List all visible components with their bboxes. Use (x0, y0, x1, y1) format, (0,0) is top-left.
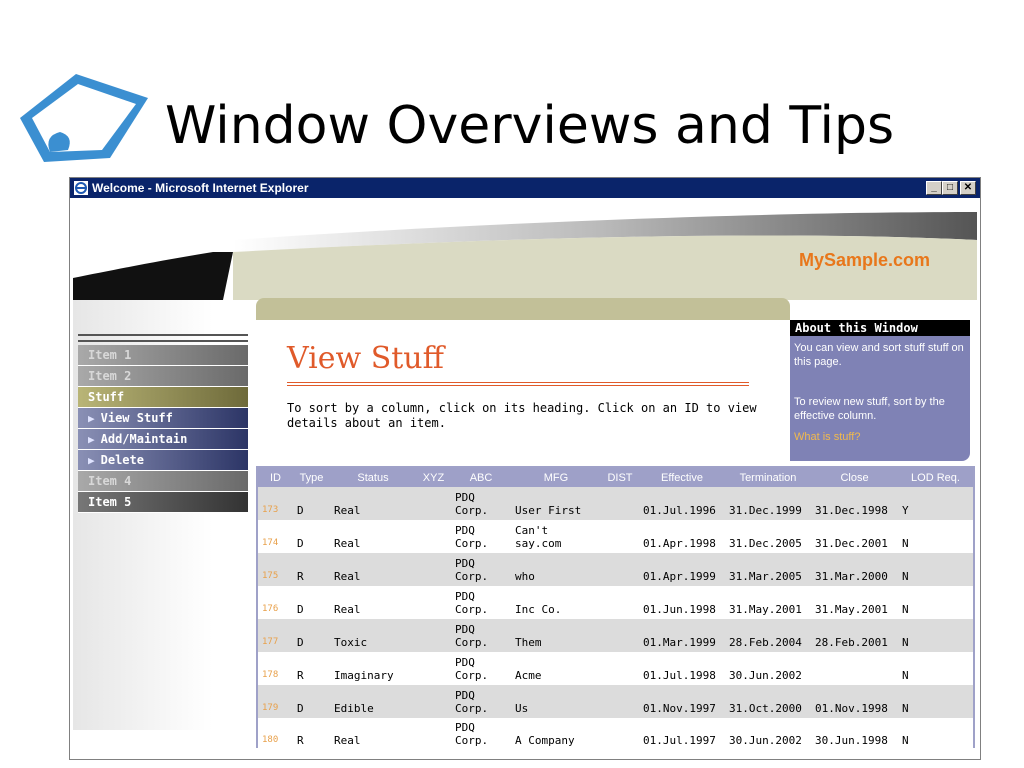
xyz-cell (416, 586, 451, 619)
item-id-link[interactable]: 175 (262, 571, 279, 581)
id-cell (257, 487, 293, 520)
item-id-link[interactable]: 177 (262, 637, 279, 647)
mfg-cell: A Company (511, 718, 601, 751)
id-cell (257, 553, 293, 586)
dist-cell (601, 685, 639, 718)
xyz-cell (416, 718, 451, 751)
id-cell (257, 685, 293, 718)
table-row (257, 619, 974, 652)
mfg-cell: who (511, 553, 601, 586)
effective-cell: 01.Mar.1999 (639, 619, 725, 652)
sidebar-divider (78, 334, 248, 336)
lod-req-cell: N (898, 685, 974, 718)
effective-cell: 01.Jun.1998 (639, 586, 725, 619)
id-cell (257, 718, 293, 751)
type-cell: D (293, 586, 330, 619)
close-cell: 31.Mar.2000 (811, 553, 898, 586)
about-panel-title: About this Window (790, 320, 970, 336)
abc-cell: PDQ Corp. (451, 553, 511, 586)
column-header-dist[interactable]: DIST (601, 467, 639, 487)
close-cell: 31.Dec.2001 (811, 520, 898, 553)
dist-cell (601, 619, 639, 652)
termination-cell: 30.Jun.2002 (725, 652, 811, 685)
stuff-table (256, 466, 975, 752)
table-row (257, 652, 974, 685)
dist-cell (601, 586, 639, 619)
table-row (257, 487, 974, 520)
lod-req-cell: N (898, 520, 974, 553)
termination-cell: 31.Dec.1999 (725, 487, 811, 520)
close-cell: 31.May.2001 (811, 586, 898, 619)
xyz-cell (416, 619, 451, 652)
about-panel-text: To review new stuff, sort by the effective column. (794, 396, 945, 422)
status-cell: Imaginary (330, 652, 416, 685)
sidebar-item-label: Stuff (88, 390, 125, 404)
what-is-stuff-link[interactable]: What is stuff? (794, 431, 861, 443)
status-cell: Toxic (330, 619, 416, 652)
column-header-id[interactable]: ID (257, 467, 293, 487)
lod-req-cell: N (898, 652, 974, 685)
xyz-cell (416, 685, 451, 718)
triangle-right-icon: ▶ (88, 454, 95, 467)
triangle-right-icon: ▶ (88, 412, 95, 425)
about-panel (790, 320, 970, 461)
sidebar-item-delete[interactable] (78, 450, 248, 471)
window-title: Welcome - Microsoft Internet Explorer (92, 181, 309, 195)
abc-cell: PDQ Corp. (451, 685, 511, 718)
page-footer (73, 748, 977, 757)
status-cell: Real (330, 586, 416, 619)
page-content (73, 200, 977, 757)
abc-cell: PDQ Corp. (451, 619, 511, 652)
lod-req-cell: Y (898, 487, 974, 520)
close-cell: 28.Feb.2001 (811, 619, 898, 652)
slide-title: Window Overviews and Tips (165, 96, 895, 156)
column-header-abc[interactable]: ABC (451, 467, 511, 487)
minimize-button[interactable]: _ (926, 181, 942, 195)
mfg-cell: Acme (511, 652, 601, 685)
sidebar-item-label: Item 2 (88, 369, 132, 383)
effective-cell: 01.Apr.1999 (639, 553, 725, 586)
termination-cell: 31.Mar.2005 (725, 553, 811, 586)
column-header-lod-req[interactable]: LOD Req. (898, 467, 974, 487)
column-header-termination[interactable]: Termination (725, 467, 811, 487)
about-panel-text: You can view and sort stuff stuff on this page. (794, 342, 964, 368)
table-header-row (257, 467, 974, 487)
triangle-right-icon: ▶ (88, 433, 95, 446)
effective-cell: 01.Jul.1997 (639, 718, 725, 751)
dist-cell (601, 520, 639, 553)
close-cell: 01.Nov.1998 (811, 685, 898, 718)
table-row (257, 520, 974, 553)
sidebar-item-add-maintain[interactable] (78, 429, 248, 450)
termination-cell: 28.Feb.2004 (725, 619, 811, 652)
abc-cell: PDQ Corp. (451, 652, 511, 685)
sidebar-item-item-2[interactable] (78, 366, 248, 387)
sidebar-item-label: View Stuff (100, 411, 173, 425)
close-cell (811, 652, 898, 685)
type-cell: R (293, 553, 330, 586)
browser-window (69, 177, 981, 760)
window-titlebar[interactable] (70, 178, 980, 198)
maximize-button[interactable]: □ (942, 181, 958, 195)
sidebar-item-item-5[interactable] (78, 492, 248, 513)
instructions-text: To sort by a column, click on its heading. Click on an ID to view details about an item. (287, 401, 757, 430)
id-cell (257, 586, 293, 619)
content-header-bar (256, 298, 790, 320)
sidebar-item-label: Item 1 (88, 348, 132, 362)
item-id-link[interactable]: 180 (262, 735, 279, 745)
status-cell: Real (330, 553, 416, 586)
type-cell: R (293, 652, 330, 685)
mfg-cell: Can't say.com (511, 520, 601, 553)
id-cell (257, 520, 293, 553)
effective-cell: 01.Jul.1998 (639, 652, 725, 685)
close-cell: 30.Jun.1998 (811, 718, 898, 751)
xyz-cell (416, 553, 451, 586)
dist-cell (601, 652, 639, 685)
sidebar-item-label: Item 4 (88, 474, 132, 488)
mfg-cell: Inc Co. (511, 586, 601, 619)
internet-explorer-icon (74, 181, 88, 195)
heading-underline (287, 385, 749, 386)
sidebar-item-item-4[interactable] (78, 471, 248, 492)
logo-icon (14, 66, 162, 170)
type-cell: D (293, 487, 330, 520)
xyz-cell (416, 487, 451, 520)
id-cell (257, 652, 293, 685)
sidebar-item-stuff[interactable] (78, 387, 248, 408)
lod-req-cell: N (898, 586, 974, 619)
column-header-type[interactable]: Type (293, 467, 330, 487)
table-row (257, 586, 974, 619)
status-cell: Real (330, 520, 416, 553)
page-title: View Stuff (287, 341, 444, 376)
sidebar-nav (78, 345, 248, 513)
abc-cell: PDQ Corp. (451, 718, 511, 751)
termination-cell: 31.Dec.2005 (725, 520, 811, 553)
item-id-link[interactable]: 174 (262, 538, 279, 548)
sidebar-divider (78, 340, 248, 342)
close-cell: 31.Dec.1998 (811, 487, 898, 520)
column-header-status[interactable]: Status (330, 467, 416, 487)
sidebar-item-view-stuff[interactable] (78, 408, 248, 429)
sidebar-item-label: Item 5 (88, 495, 132, 509)
status-cell: Edible (330, 685, 416, 718)
mfg-cell: Them (511, 619, 601, 652)
termination-cell: 31.Oct.2000 (725, 685, 811, 718)
effective-cell: 01.Jul.1996 (639, 487, 725, 520)
item-id-link[interactable]: 176 (262, 604, 279, 614)
dist-cell (601, 553, 639, 586)
lod-req-cell: N (898, 619, 974, 652)
table-row (257, 685, 974, 718)
mfg-cell: User First (511, 487, 601, 520)
effective-cell: 01.Nov.1997 (639, 685, 725, 718)
id-cell (257, 619, 293, 652)
column-header-xyz[interactable]: XYZ (416, 467, 451, 487)
effective-cell: 01.Apr.1998 (639, 520, 725, 553)
item-id-link[interactable]: 179 (262, 703, 279, 713)
dist-cell (601, 718, 639, 751)
column-header-effective[interactable]: Effective (639, 467, 725, 487)
item-id-link[interactable]: 173 (262, 505, 279, 515)
site-name: MySample.com (799, 250, 931, 270)
item-id-link[interactable]: 178 (262, 670, 279, 680)
sidebar-item-item-1[interactable] (78, 345, 248, 366)
abc-cell: PDQ Corp. (451, 487, 511, 520)
heading-underline (287, 382, 749, 383)
column-header-mfg[interactable]: MFG (511, 467, 601, 487)
xyz-cell (416, 652, 451, 685)
xyz-cell (416, 520, 451, 553)
abc-cell: PDQ Corp. (451, 520, 511, 553)
type-cell: D (293, 685, 330, 718)
abc-cell: PDQ Corp. (451, 586, 511, 619)
mfg-cell: Us (511, 685, 601, 718)
close-button[interactable]: ✕ (960, 181, 976, 195)
lod-req-cell: N (898, 553, 974, 586)
termination-cell: 30.Jun.2002 (725, 718, 811, 751)
sidebar-item-label: Delete (100, 453, 144, 467)
type-cell: D (293, 520, 330, 553)
table-row (257, 718, 974, 751)
status-cell: Real (330, 487, 416, 520)
status-cell: Real (330, 718, 416, 751)
dist-cell (601, 487, 639, 520)
termination-cell: 31.May.2001 (725, 586, 811, 619)
type-cell: R (293, 718, 330, 751)
column-header-close[interactable]: Close (811, 467, 898, 487)
lod-req-cell: N (898, 718, 974, 751)
table-row (257, 553, 974, 586)
type-cell: D (293, 619, 330, 652)
sidebar-item-label: Add/Maintain (100, 432, 188, 446)
